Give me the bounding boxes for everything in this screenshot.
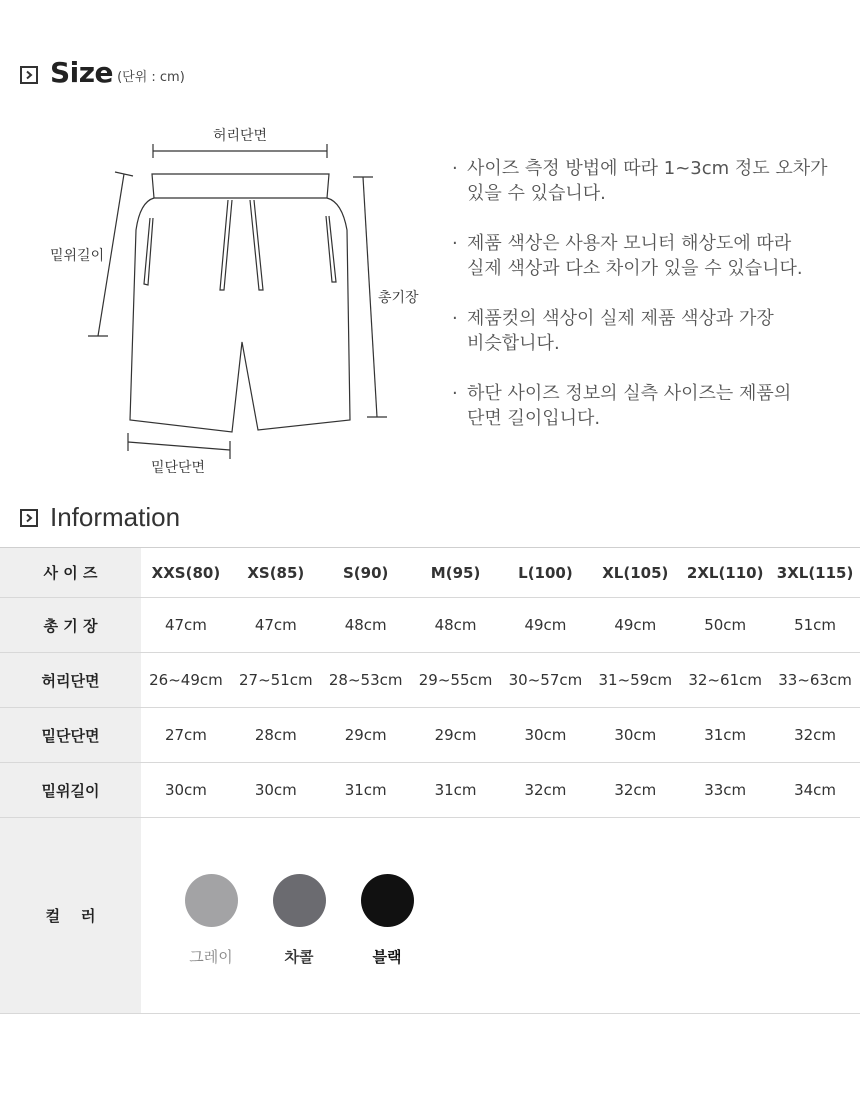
- color-name: 그레이: [189, 948, 233, 966]
- table-cell: 29cm: [411, 708, 501, 763]
- bullet-dot: ·: [452, 383, 458, 404]
- table-cell: 26~49cm: [141, 653, 231, 708]
- size-info-table: [0, 547, 860, 1014]
- table-cell: 31cm: [321, 763, 411, 818]
- table-cell: 30cm: [141, 763, 231, 818]
- table-cell: 29cm: [321, 708, 411, 763]
- table-cell: 30cm: [231, 763, 321, 818]
- note-text: 제품 색상은 사용자 모니터 해상도에 따라 실제 색상과 다소 차이가 있을 수 있습니다.: [467, 233, 803, 279]
- table-cell: 34cm: [770, 763, 860, 818]
- table-cell: 32cm: [590, 763, 680, 818]
- table-cell: 47cm: [231, 598, 321, 653]
- color-name: 블랙: [372, 948, 402, 966]
- table-row-color: [0, 818, 860, 1014]
- size-cell: 2XL(110): [680, 548, 770, 598]
- size-unit: (단위 : cm): [117, 70, 185, 85]
- shorts-measurement-diagram: [40, 110, 440, 485]
- table-cell: 31~59cm: [590, 653, 680, 708]
- table-cell: 27cm: [141, 708, 231, 763]
- waist-label: 허리단면: [212, 128, 268, 144]
- color-name: 차콜: [284, 948, 314, 966]
- size-cell: XS(85): [231, 548, 321, 598]
- rise-label: 밑위길이: [50, 248, 105, 264]
- hem-measure-line: [128, 433, 230, 459]
- bullet-dot: ·: [452, 308, 458, 329]
- table-cell: 28cm: [231, 708, 321, 763]
- bullet-dot: ·: [452, 158, 458, 179]
- shorts-outline: [130, 174, 350, 432]
- hem-label: 밑단단면: [150, 460, 206, 476]
- information-title: Information: [50, 502, 181, 532]
- table-cell: 33cm: [680, 763, 770, 818]
- size-cell: XL(105): [590, 548, 680, 598]
- table-cell: 47cm: [141, 598, 231, 653]
- table-cell: 30~57cm: [501, 653, 591, 708]
- note-text: 하단 사이즈 정보의 실측 사이즈는 제품의 단면 길이입니다.: [467, 383, 792, 429]
- chevron-right-icon: [20, 66, 38, 84]
- note-item: [452, 231, 852, 281]
- color-circle: [185, 874, 238, 927]
- table-cell: 33~63cm: [770, 653, 860, 708]
- color-circle: [273, 874, 326, 927]
- table-row-rise: [0, 763, 860, 818]
- table-row-hem: [0, 708, 860, 763]
- table-cell: 31cm: [411, 763, 501, 818]
- color-row-label: 컬 러: [45, 907, 96, 925]
- total-length-label: 총기장: [378, 290, 419, 306]
- note-item: [452, 156, 852, 206]
- row-header-hem: 밑단단면: [0, 708, 141, 763]
- color-circle: [361, 874, 414, 927]
- table-cell: 32cm: [501, 763, 591, 818]
- row-header-color: [0, 818, 141, 1014]
- color-swatch-list: [141, 818, 860, 967]
- waist-measure-line: [153, 144, 327, 158]
- size-cell: 3XL(115): [770, 548, 860, 598]
- table-cell: 48cm: [411, 598, 501, 653]
- note-text: 사이즈 측정 방법에 따라 1~3cm 정도 오차가 있을 수 있습니다.: [467, 158, 828, 204]
- size-cell: L(100): [501, 548, 591, 598]
- row-header-size: 사 이 즈: [0, 548, 141, 598]
- table-cell: 31cm: [680, 708, 770, 763]
- table-cell: 28~53cm: [321, 653, 411, 708]
- table-cell: 49cm: [590, 598, 680, 653]
- color-swatch-charcoal: [255, 874, 343, 967]
- color-swatch-black: [343, 874, 431, 967]
- bullet-dot: ·: [452, 233, 458, 254]
- information-section-header: [20, 502, 180, 532]
- color-swatch-cell: [141, 818, 860, 1014]
- row-header-waist: 허리단면: [0, 653, 141, 708]
- size-section-header: [20, 58, 185, 88]
- table-cell: 48cm: [321, 598, 411, 653]
- note-item: [452, 306, 852, 356]
- table-row-total-length: [0, 598, 860, 653]
- table-cell: 30cm: [501, 708, 591, 763]
- table-cell: 29~55cm: [411, 653, 501, 708]
- table-row-size: [0, 548, 860, 598]
- chevron-right-icon: [20, 509, 38, 527]
- note-text: 제품컷의 색상이 실제 제품 색상과 가장 비슷합니다.: [467, 308, 774, 354]
- row-header-rise: 밑위길이: [0, 763, 141, 818]
- size-cell: S(90): [321, 548, 411, 598]
- note-item: [452, 381, 852, 431]
- table-cell: 50cm: [680, 598, 770, 653]
- size-title: Size: [50, 56, 114, 89]
- size-cell: M(95): [411, 548, 501, 598]
- table-cell: 32cm: [770, 708, 860, 763]
- table-row-waist: [0, 653, 860, 708]
- size-cell: XXS(80): [141, 548, 231, 598]
- table-cell: 30cm: [590, 708, 680, 763]
- table-cell: 49cm: [501, 598, 591, 653]
- row-header-total-length: 총 기 장: [0, 598, 141, 653]
- table-cell: 51cm: [770, 598, 860, 653]
- size-notes: [452, 156, 852, 456]
- table-cell: 32~61cm: [680, 653, 770, 708]
- color-swatch-gray: [167, 874, 255, 967]
- table-cell: 27~51cm: [231, 653, 321, 708]
